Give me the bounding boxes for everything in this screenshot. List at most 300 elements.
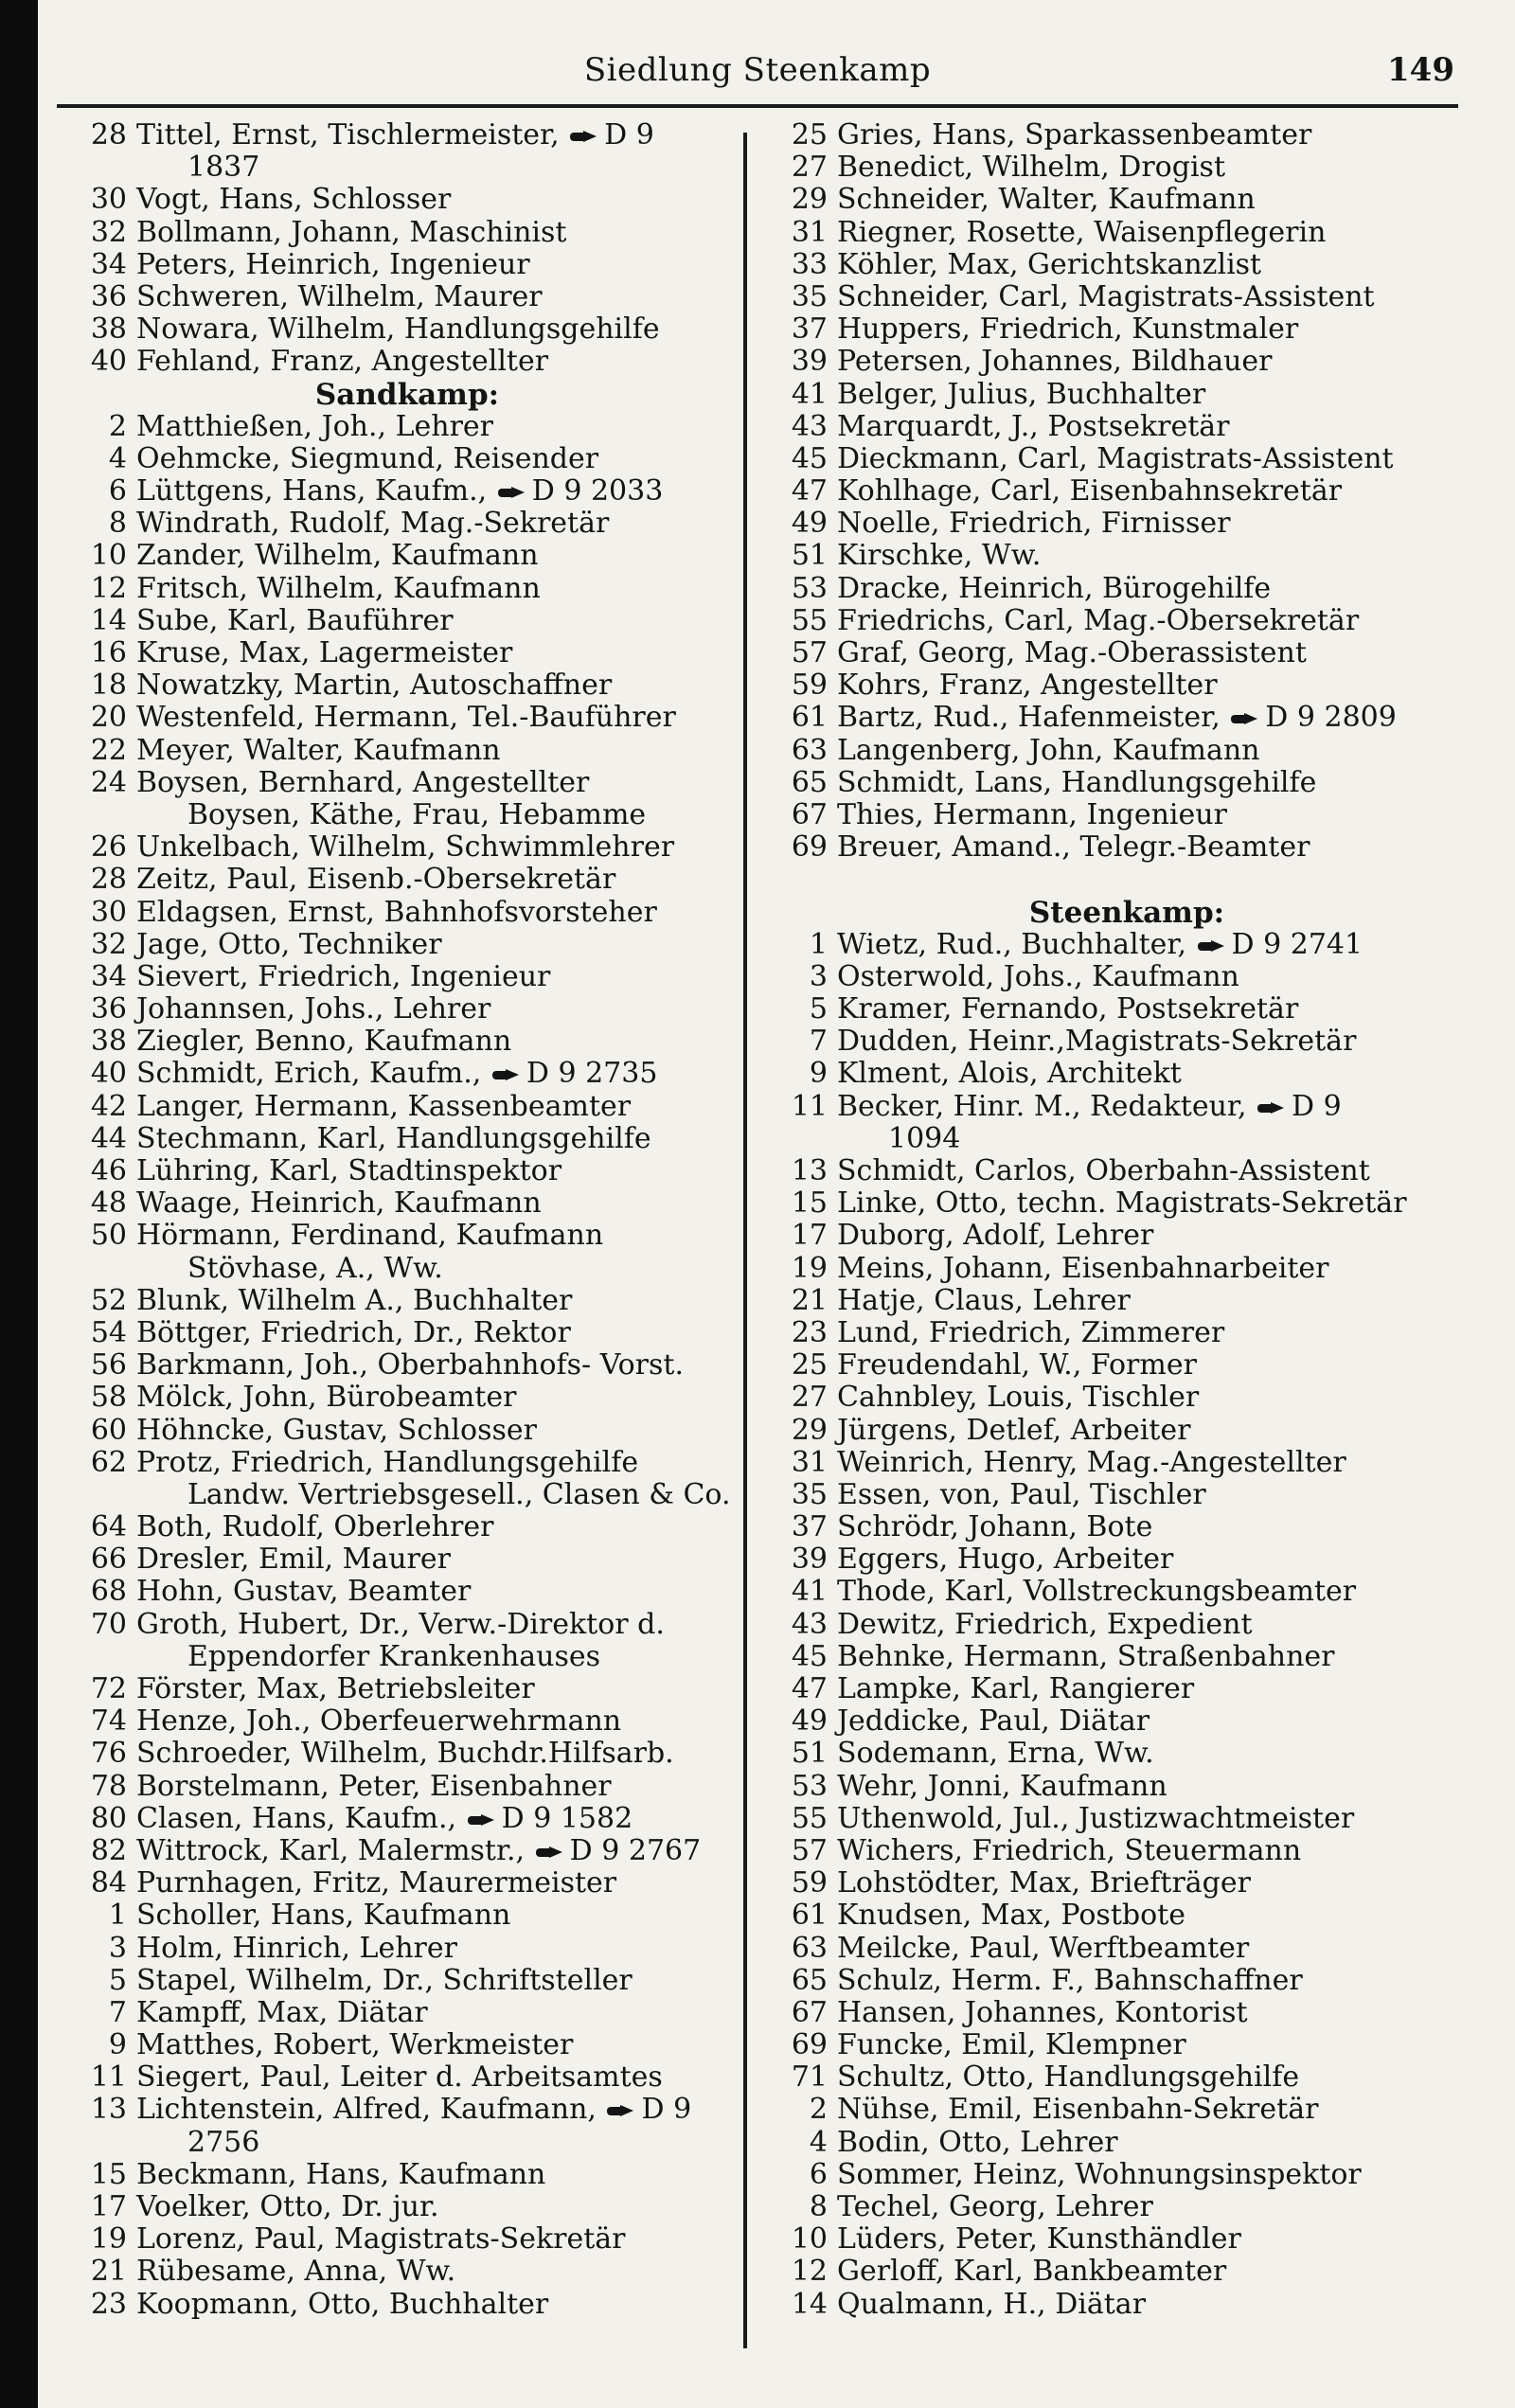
phone-number: D 9 bbox=[641, 2094, 692, 2127]
resident-entry bbox=[767, 1543, 1487, 1576]
resident-text: Rübesame, Anna, Ww. bbox=[136, 2256, 456, 2289]
house-number: 49 bbox=[791, 1705, 828, 1739]
house-number: 55 bbox=[791, 1802, 828, 1835]
resident-text: Lund, Friedrich, Zimmerer bbox=[837, 1316, 1225, 1349]
resident-text: Kampff, Max, Diätar bbox=[136, 1996, 428, 2029]
house-number: 62 bbox=[90, 1446, 127, 1479]
resident-text: Meyer, Walter, Kaufmann bbox=[136, 734, 501, 767]
resident-text: Nowatzky, Martin, Autoschaffner bbox=[136, 669, 613, 703]
house-number: 31 bbox=[791, 1446, 828, 1479]
resident-entry bbox=[66, 1609, 748, 1641]
resident-text: Klment, Alois, Architekt bbox=[837, 1058, 1182, 1091]
resident-entry bbox=[66, 184, 748, 216]
house-number: 17 bbox=[90, 2191, 127, 2223]
resident-entry bbox=[767, 1997, 1487, 2029]
resident-entry bbox=[66, 1803, 748, 1835]
resident-text: Essen, von, Paul, Tischler bbox=[837, 1478, 1206, 1511]
house-number: 7 bbox=[108, 1996, 127, 2029]
page-header bbox=[38, 45, 1477, 102]
resident-text: Beckmann, Hans, Kaufmann bbox=[136, 2158, 546, 2191]
resident-entry bbox=[66, 2094, 748, 2126]
resident-text: Henze, Joh., Oberfeuerwehrmann bbox=[136, 1705, 622, 1739]
resident-entry bbox=[66, 313, 748, 346]
resident-text: Förster, Max, Betriebsleiter bbox=[136, 1673, 535, 1705]
resident-entry bbox=[767, 1447, 1487, 1479]
resident-text: Bollmann, Johann, Maschinist bbox=[136, 216, 567, 249]
house-number: 35 bbox=[791, 280, 828, 313]
house-number: 6 bbox=[809, 2158, 828, 2191]
resident-entry bbox=[767, 799, 1487, 831]
street-heading: Sandkamp: bbox=[314, 378, 500, 411]
house-number: 72 bbox=[90, 1673, 127, 1705]
house-number: 61 bbox=[791, 702, 828, 735]
resident-entry bbox=[66, 508, 748, 540]
house-number: 63 bbox=[791, 734, 828, 767]
resident-entry bbox=[767, 1576, 1487, 1608]
resident-entry bbox=[767, 2256, 1487, 2288]
resident-entry bbox=[767, 1867, 1487, 1900]
resident-text: Bartz, Rud., Hafenmeister, bbox=[837, 702, 1221, 735]
resident-text: Lühring, Karl, Stadtinspektor bbox=[136, 1155, 562, 1187]
resident-text: Jeddicke, Paul, Diätar bbox=[837, 1705, 1150, 1739]
house-number: 41 bbox=[791, 1576, 828, 1609]
phone-number: D 9 2033 bbox=[531, 475, 664, 508]
house-number: 1 bbox=[108, 1900, 127, 1933]
resident-text: Duborg, Adolf, Lehrer bbox=[837, 1220, 1154, 1253]
resident-entry bbox=[66, 1382, 748, 1414]
resident-entry bbox=[767, 508, 1487, 540]
resident-text: Boysen, Bernhard, Angestellter bbox=[136, 766, 590, 799]
resident-entry bbox=[66, 1285, 748, 1317]
house-number: 46 bbox=[90, 1155, 127, 1187]
resident-entry bbox=[66, 1867, 748, 1900]
house-number: 68 bbox=[90, 1576, 127, 1609]
house-number: 26 bbox=[90, 831, 127, 865]
resident-entry bbox=[66, 605, 748, 637]
resident-text: Clasen, Hans, Kaufm., bbox=[136, 1802, 457, 1835]
resident-entry bbox=[767, 2191, 1487, 2223]
house-number: 47 bbox=[791, 1673, 828, 1705]
resident-text: Meilcke, Paul, Werftbeamter bbox=[837, 1932, 1250, 1965]
resident-text: Ziegler, Benno, Kaufmann bbox=[136, 1026, 512, 1059]
resident-text: Kruse, Max, Lagermeister bbox=[136, 637, 513, 669]
house-number: 53 bbox=[791, 1770, 828, 1803]
resident-entry bbox=[66, 1026, 748, 1058]
house-number: 49 bbox=[791, 508, 828, 541]
house-number: 25 bbox=[791, 1349, 828, 1382]
resident-text: Mölck, John, Bürobeamter bbox=[136, 1382, 517, 1415]
resident-entry bbox=[767, 411, 1487, 443]
resident-text: Oehmcke, Siegmund, Reisender bbox=[136, 442, 599, 475]
street-heading: Steenkamp: bbox=[1028, 896, 1225, 929]
resident-entry bbox=[66, 2256, 748, 2288]
house-number: 6 bbox=[108, 475, 127, 508]
house-number: 39 bbox=[791, 1543, 828, 1577]
phone-number: D 9 bbox=[1292, 1090, 1342, 1123]
telephone-icon bbox=[498, 487, 526, 498]
house-number: 40 bbox=[90, 346, 127, 379]
resident-text: Langenberg, John, Kaufmann bbox=[837, 734, 1260, 767]
resident-entry bbox=[767, 1641, 1487, 1673]
resident-text: Westenfeld, Hermann, Tel.-Bauführer bbox=[136, 702, 676, 735]
resident-entry bbox=[66, 929, 748, 961]
resident-text: Protz, Friedrich, Handlungsgehilfe bbox=[136, 1446, 639, 1479]
resident-entry bbox=[767, 637, 1487, 669]
blank-line bbox=[767, 864, 1487, 896]
house-number: 69 bbox=[791, 831, 828, 865]
house-number: 67 bbox=[791, 798, 828, 831]
resident-text: Benedict, Wilhelm, Drogist bbox=[837, 152, 1225, 185]
resident-entry bbox=[66, 2191, 748, 2223]
resident-text: Kohrs, Franz, Angestellter bbox=[837, 669, 1218, 703]
resident-text: Langer, Hermann, Kassenbeamter bbox=[136, 1090, 632, 1123]
house-number: 14 bbox=[791, 2288, 828, 2321]
phone-number: D 9 bbox=[604, 119, 654, 152]
resident-text: Stapel, Wilhelm, Dr., Schriftsteller bbox=[136, 1964, 633, 1997]
resident-text: Jürgens, Detlef, Arbeiter bbox=[837, 1414, 1191, 1447]
house-number: 15 bbox=[791, 1187, 828, 1221]
resident-entry bbox=[767, 1609, 1487, 1641]
resident-entry bbox=[66, 540, 748, 572]
resident-text: Schmidt, Lans, Handlungsgehilfe bbox=[837, 766, 1317, 799]
resident-text: Schneider, Walter, Kaufmann bbox=[837, 184, 1256, 217]
telephone-icon bbox=[607, 2105, 635, 2116]
resident-entry bbox=[66, 2029, 748, 2061]
resident-text: Groth, Hubert, Dr., Verw.-Direktor d. bbox=[136, 1608, 665, 1641]
resident-text: Kohlhage, Carl, Eisenbahnsekretär bbox=[837, 475, 1343, 508]
resident-text: Hatje, Claus, Lehrer bbox=[837, 1284, 1131, 1317]
house-number: 55 bbox=[791, 604, 828, 637]
resident-text: Becker, Hinr. M., Redakteur, bbox=[837, 1090, 1247, 1123]
resident-text: Schmidt, Erich, Kaufm., bbox=[136, 1058, 482, 1091]
resident-text: Höhncke, Gustav, Schlosser bbox=[136, 1414, 537, 1447]
resident-entry bbox=[767, 2223, 1487, 2256]
resident-entry bbox=[66, 1187, 748, 1220]
resident-text: Nühse, Emil, Eisenbahn-Sekretär bbox=[837, 2094, 1319, 2127]
house-number: 18 bbox=[90, 669, 127, 703]
resident-text: Blunk, Wilhelm A., Buchhalter bbox=[136, 1284, 573, 1317]
resident-entry bbox=[66, 1738, 748, 1770]
house-number: 10 bbox=[90, 540, 127, 573]
resident-entry bbox=[767, 379, 1487, 411]
resident-text: Schultz, Otto, Handlungsgehilfe bbox=[837, 2061, 1300, 2095]
resident-text: Purnhagen, Fritz, Maurermeister bbox=[136, 1867, 617, 1900]
resident-text: Sube, Karl, Bauführer bbox=[136, 604, 454, 637]
resident-text: Wietz, Rud., Buchhalter, bbox=[837, 928, 1186, 961]
resident-text: Fehland, Franz, Angestellter bbox=[136, 346, 549, 379]
resident-entry bbox=[66, 1835, 748, 1867]
resident-entry bbox=[66, 702, 748, 734]
resident-text: Schroeder, Wilhelm, Buchdr.Hilfsarb. bbox=[136, 1738, 674, 1771]
resident-text: Tittel, Ernst, Tischlermeister, bbox=[136, 119, 560, 152]
house-number: 53 bbox=[791, 572, 828, 605]
house-number: 32 bbox=[90, 216, 127, 249]
resident-entry bbox=[66, 1576, 748, 1608]
continuation-line: 1837 bbox=[187, 152, 260, 185]
running-title: Siedlung Steenkamp bbox=[583, 51, 932, 89]
house-number: 45 bbox=[791, 442, 828, 475]
house-number: 65 bbox=[791, 1964, 828, 1997]
resident-text: Koopmann, Otto, Buchhalter bbox=[136, 2288, 549, 2321]
resident-text: Techel, Georg, Lehrer bbox=[837, 2191, 1153, 2223]
house-number: 57 bbox=[791, 1834, 828, 1867]
house-number: 23 bbox=[791, 1316, 828, 1349]
resident-text: Dudden, Heinr.,Magistrats-Sekretär bbox=[837, 1026, 1357, 1059]
resident-text: Lohstödter, Max, Briefträger bbox=[837, 1867, 1251, 1900]
house-number: 5 bbox=[108, 1964, 127, 1997]
resident-entry bbox=[767, 1900, 1487, 1932]
resident-entry bbox=[767, 1091, 1487, 1123]
house-number: 8 bbox=[809, 2191, 828, 2223]
resident-text: Thies, Hermann, Ingenieur bbox=[837, 798, 1227, 831]
resident-entry bbox=[767, 961, 1487, 993]
resident-text: Qualmann, H., Diätar bbox=[837, 2288, 1147, 2321]
resident-entry bbox=[767, 1705, 1487, 1738]
house-number: 10 bbox=[791, 2223, 828, 2256]
resident-text: Nowara, Wilhelm, Handlungsgehilfe bbox=[136, 313, 660, 347]
house-number: 44 bbox=[90, 1122, 127, 1155]
resident-text: Windrath, Rudolf, Mag.-Sekretär bbox=[136, 508, 610, 541]
house-number: 14 bbox=[90, 604, 127, 637]
directory-page bbox=[38, 0, 1515, 2408]
resident-text: Schweren, Wilhelm, Maurer bbox=[136, 280, 543, 313]
house-number: 9 bbox=[108, 2029, 127, 2062]
house-number: 54 bbox=[90, 1316, 127, 1349]
house-number: 16 bbox=[90, 637, 127, 669]
resident-entry bbox=[767, 313, 1487, 346]
resident-entry bbox=[767, 2061, 1487, 2094]
house-number: 60 bbox=[90, 1414, 127, 1447]
resident-entry bbox=[66, 1543, 748, 1576]
resident-entry bbox=[767, 1382, 1487, 1414]
continuation-line: Stövhase, A., Ww. bbox=[187, 1252, 443, 1285]
resident-text: Wehr, Jonni, Kaufmann bbox=[837, 1770, 1167, 1803]
resident-entry bbox=[66, 281, 748, 313]
resident-text: Meins, Johann, Eisenbahnarbeiter bbox=[837, 1252, 1329, 1285]
house-number: 51 bbox=[791, 540, 828, 573]
house-number: 4 bbox=[809, 2126, 828, 2159]
resident-text: Knudsen, Max, Postbote bbox=[837, 1900, 1185, 1933]
resident-text: Friedrichs, Carl, Mag.-Obersekretär bbox=[837, 604, 1360, 637]
resident-entry bbox=[66, 411, 748, 443]
house-number: 35 bbox=[791, 1478, 828, 1511]
resident-entry bbox=[66, 993, 748, 1026]
house-number: 19 bbox=[90, 2223, 127, 2256]
resident-text: Uthenwold, Jul., Justizwachtmeister bbox=[837, 1802, 1355, 1835]
resident-text: Zeitz, Paul, Eisenb.-Obersekretär bbox=[136, 864, 616, 897]
house-number: 51 bbox=[791, 1738, 828, 1771]
resident-text: Voelker, Otto, Dr. jur. bbox=[136, 2191, 439, 2223]
resident-entry bbox=[767, 767, 1487, 799]
resident-entry bbox=[767, 1026, 1487, 1058]
house-number: 38 bbox=[90, 313, 127, 347]
house-number: 19 bbox=[791, 1252, 828, 1285]
house-number: 28 bbox=[90, 864, 127, 897]
house-number: 24 bbox=[90, 766, 127, 799]
resident-entry bbox=[66, 767, 748, 799]
resident-text: Jage, Otto, Techniker bbox=[136, 928, 442, 961]
resident-entry bbox=[767, 1349, 1487, 1382]
house-number: 30 bbox=[90, 184, 127, 217]
header-rule bbox=[57, 104, 1458, 108]
resident-text: Marquardt, J., Postsekretär bbox=[837, 410, 1230, 443]
house-number: 36 bbox=[90, 280, 127, 313]
resident-text: Peters, Heinrich, Ingenieur bbox=[136, 248, 530, 281]
resident-entry bbox=[66, 961, 748, 993]
resident-entry bbox=[767, 2094, 1487, 2126]
resident-entry bbox=[767, 669, 1487, 702]
resident-text: Cahnbley, Louis, Tischler bbox=[837, 1382, 1200, 1415]
resident-text: Wichers, Friedrich, Steuermann bbox=[837, 1834, 1302, 1867]
house-number: 59 bbox=[791, 669, 828, 703]
resident-entry bbox=[767, 2029, 1487, 2061]
resident-entry bbox=[66, 249, 748, 281]
phone-number: D 9 2809 bbox=[1265, 702, 1397, 735]
resident-text: Hansen, Johannes, Kontorist bbox=[837, 1996, 1248, 2029]
resident-entry bbox=[66, 1349, 748, 1382]
phone-number: D 9 2767 bbox=[569, 1834, 702, 1867]
resident-text: Matthießen, Joh., Lehrer bbox=[136, 410, 494, 443]
continuation-line: Boysen, Käthe, Frau, Hebamme bbox=[187, 798, 647, 831]
resident-entry bbox=[767, 443, 1487, 475]
resident-text: Wittrock, Karl, Malermstr., bbox=[136, 1834, 526, 1867]
telephone-icon bbox=[1231, 713, 1259, 724]
house-number: 8 bbox=[108, 508, 127, 541]
resident-entry bbox=[767, 1285, 1487, 1317]
resident-entry bbox=[767, 249, 1487, 281]
resident-text: Graf, Georg, Mag.-Oberassistent bbox=[837, 637, 1307, 669]
house-number: 17 bbox=[791, 1220, 828, 1253]
resident-text: Vogt, Hans, Schlosser bbox=[136, 184, 452, 217]
house-number: 36 bbox=[90, 993, 127, 1026]
resident-entry bbox=[66, 1900, 748, 1932]
house-number: 48 bbox=[90, 1187, 127, 1221]
resident-entry bbox=[767, 217, 1487, 249]
resident-entry bbox=[767, 119, 1487, 152]
resident-entry bbox=[767, 702, 1487, 734]
house-number: 57 bbox=[791, 637, 828, 669]
house-number: 82 bbox=[90, 1834, 127, 1867]
resident-text: Siegert, Paul, Leiter d. Arbeitsamtes bbox=[136, 2061, 663, 2095]
right-column bbox=[767, 119, 1487, 2321]
house-number: 61 bbox=[791, 1900, 828, 1933]
house-number: 52 bbox=[90, 1284, 127, 1317]
resident-entry bbox=[66, 637, 748, 669]
resident-text: Borstelmann, Peter, Eisenbahner bbox=[136, 1770, 612, 1803]
resident-entry bbox=[767, 735, 1487, 767]
resident-entry bbox=[767, 573, 1487, 605]
house-number: 33 bbox=[791, 248, 828, 281]
resident-entry bbox=[66, 864, 748, 896]
resident-entry bbox=[66, 217, 748, 249]
resident-entry bbox=[66, 669, 748, 702]
house-number: 29 bbox=[791, 184, 828, 217]
house-number: 2 bbox=[809, 2094, 828, 2127]
page-number: 149 bbox=[1387, 51, 1454, 89]
resident-entry bbox=[66, 1705, 748, 1738]
resident-text: Sievert, Friedrich, Ingenieur bbox=[136, 960, 551, 993]
house-number: 28 bbox=[90, 119, 127, 152]
telephone-icon bbox=[536, 1846, 564, 1858]
resident-entry bbox=[66, 735, 748, 767]
resident-text: Kramer, Fernando, Postsekretär bbox=[837, 993, 1299, 1026]
house-number: 9 bbox=[809, 1058, 828, 1091]
house-number: 65 bbox=[791, 766, 828, 799]
resident-entry bbox=[66, 1058, 748, 1090]
house-number: 74 bbox=[90, 1705, 127, 1739]
resident-text: Barkmann, Joh., Oberbahnhofs- Vorst. bbox=[136, 1349, 684, 1382]
resident-text: Belger, Julius, Buchhalter bbox=[837, 378, 1206, 411]
resident-entry bbox=[66, 897, 748, 929]
resident-text: Lüttgens, Hans, Kaufm., bbox=[136, 475, 488, 508]
resident-entry bbox=[66, 1447, 748, 1479]
resident-text: Kirschke, Ww. bbox=[837, 540, 1042, 573]
resident-text: Sodemann, Erna, Ww. bbox=[837, 1738, 1154, 1771]
resident-text: Matthes, Robert, Werkmeister bbox=[136, 2029, 574, 2062]
resident-text: Bodin, Otto, Lehrer bbox=[837, 2126, 1118, 2159]
house-number: 42 bbox=[90, 1090, 127, 1123]
resident-entry bbox=[767, 1803, 1487, 1835]
house-number: 64 bbox=[90, 1511, 127, 1544]
house-number: 11 bbox=[90, 2061, 127, 2095]
resident-entry bbox=[767, 605, 1487, 637]
house-number: 30 bbox=[90, 896, 127, 929]
resident-text: Osterwold, Johs., Kaufmann bbox=[837, 960, 1239, 993]
resident-text: Böttger, Friedrich, Dr., Rektor bbox=[136, 1316, 571, 1349]
resident-entry bbox=[767, 1738, 1487, 1770]
resident-entry bbox=[767, 281, 1487, 313]
resident-text: Thode, Karl, Vollstreckungsbeamter bbox=[837, 1576, 1357, 1609]
continuation-line: Landw. Vertriebsgesell., Clasen & Co. bbox=[187, 1478, 731, 1511]
resident-text: Lampke, Karl, Rangierer bbox=[837, 1673, 1195, 1705]
resident-text: Gries, Hans, Sparkassenbeamter bbox=[837, 119, 1312, 152]
house-number: 71 bbox=[791, 2061, 828, 2095]
resident-entry bbox=[66, 1673, 748, 1705]
house-number: 69 bbox=[791, 2029, 828, 2062]
house-number: 32 bbox=[90, 928, 127, 961]
house-number: 20 bbox=[90, 702, 127, 735]
house-number: 7 bbox=[809, 1026, 828, 1059]
resident-text: Köhler, Max, Gerichtskanzlist bbox=[837, 248, 1262, 281]
telephone-icon bbox=[570, 131, 598, 142]
resident-entry bbox=[767, 1835, 1487, 1867]
resident-text: Fritsch, Wilhelm, Kaufmann bbox=[136, 572, 541, 605]
house-number: 43 bbox=[791, 1608, 828, 1641]
resident-text: Both, Rudolf, Oberlehrer bbox=[136, 1511, 494, 1544]
resident-entry bbox=[66, 119, 748, 152]
resident-entry bbox=[767, 2289, 1487, 2321]
resident-text: Dieckmann, Carl, Magistrats-Assistent bbox=[837, 442, 1394, 475]
resident-entry bbox=[66, 1771, 748, 1803]
resident-entry bbox=[767, 2127, 1487, 2159]
resident-entry bbox=[66, 1933, 748, 1965]
house-number: 76 bbox=[90, 1738, 127, 1771]
left-column bbox=[66, 119, 748, 2321]
resident-entry bbox=[66, 1415, 748, 1447]
house-number: 31 bbox=[791, 216, 828, 249]
house-number: 67 bbox=[791, 1996, 828, 2029]
resident-text: Stechmann, Karl, Handlungsgehilfe bbox=[136, 1122, 651, 1155]
house-number: 2 bbox=[108, 410, 127, 443]
house-number: 59 bbox=[791, 1867, 828, 1900]
resident-text: Noelle, Friedrich, Firnisser bbox=[837, 508, 1231, 541]
resident-entry bbox=[66, 1965, 748, 1997]
resident-entry bbox=[767, 184, 1487, 216]
house-number: 27 bbox=[791, 152, 828, 185]
house-number: 58 bbox=[90, 1382, 127, 1415]
house-number: 41 bbox=[791, 378, 828, 411]
telephone-icon bbox=[1257, 1102, 1286, 1114]
